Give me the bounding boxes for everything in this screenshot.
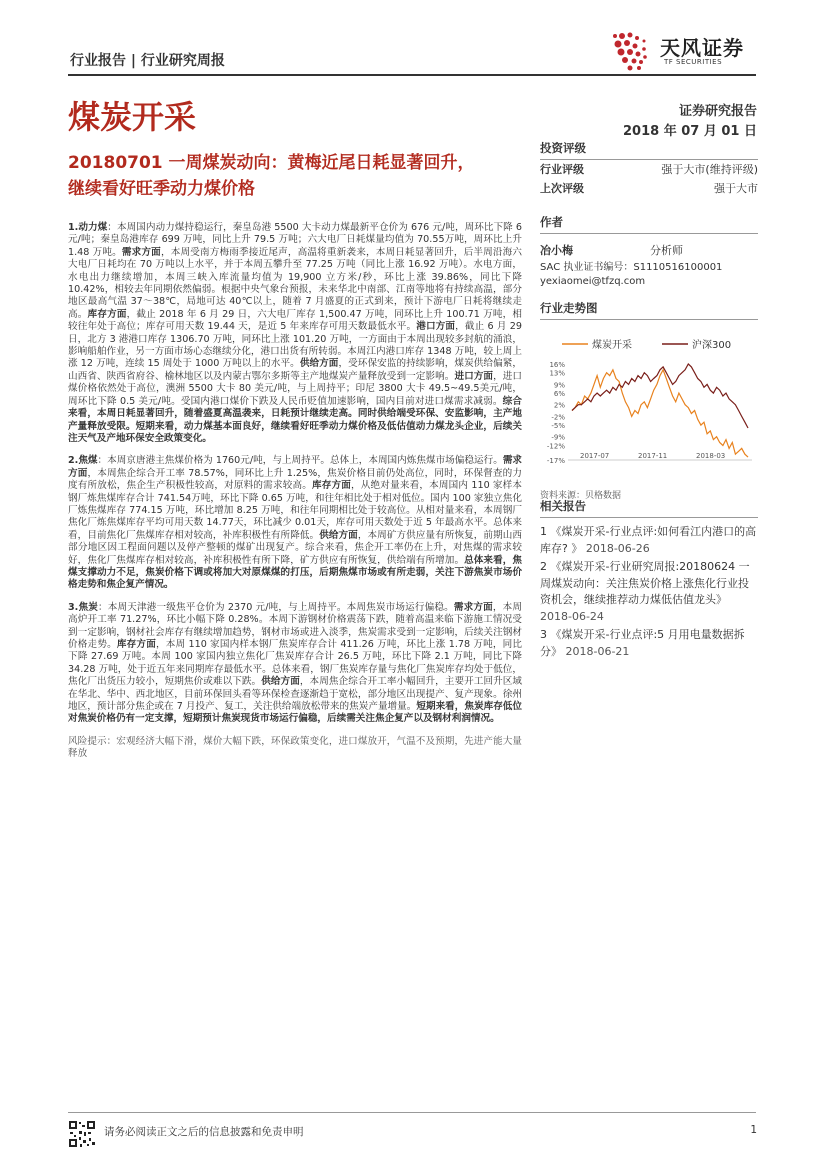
footer-divider: [68, 1112, 756, 1113]
sector-title: 煤炭开采: [68, 98, 197, 136]
text-run: 供给方面: [299, 358, 339, 370]
text-run: 供给方面: [261, 676, 300, 688]
footer-disclaimer: 请务必阅读正文之后的信息披露和免责申明: [104, 1126, 304, 1138]
title-line-1: 20180701 一周煤炭动向：黄梅近尾日耗显著回升，: [68, 153, 475, 173]
text-run: 短期来看，焦炭库存低位对焦炭价格仍有一定支撑，短期预计焦炭现货市场运行偏稳，后续需关注焦企复产以及钢材利润情况。: [68, 701, 523, 725]
x-tick-label: 2017-11: [638, 452, 668, 460]
rating-row: [540, 160, 758, 179]
para-coke: [68, 602, 522, 726]
text-run: 需求方面: [453, 601, 493, 613]
text-run: 总体来看，焦煤支撑动力不足，焦炭价格下调或将加大对原煤煤的打压，后期焦煤市场或有所走弱，关注下游焦炭市场价格走势和焦企复产情况。: [68, 554, 523, 591]
related-head: 相关报告: [540, 498, 758, 518]
y-tick-label: 2%: [553, 401, 565, 410]
y-tick-label: 16%: [549, 361, 565, 369]
related-date: 2018-06-21: [565, 644, 630, 658]
report-label: 证券研究报告: [678, 104, 757, 119]
text-run: ：本周京唐港主焦煤价格为 1760元/吨，与上周持平。总体上，本周国内炼焦煤市场偏稳运行。: [97, 455, 503, 467]
y-tick-label: 6%: [553, 390, 565, 399]
text-run: ，本周高炉开工率 71.27%，环比小幅下降 0.28%。本周下游钢材价格震荡下跌，随着高温来临下游施工情况受到一定影响，钢材社会库存有继续增加趋势，钢材市场或进入淡季，焦炭需求受到一定影响，后续关注钢材价格走势。: [68, 601, 523, 650]
related-title: 3 《煤炭开采-行业点评:5 月用电量数据拆分》: [540, 628, 745, 658]
industry-trend-chart: [540, 300, 758, 501]
text-run: 1.动力煤: [68, 222, 108, 233]
author-cert: SAC 执业证书编号：S1110516100001: [540, 262, 723, 273]
text-run: 需求方面: [121, 246, 161, 258]
related-report-item[interactable]: [540, 627, 758, 660]
trend-chart-svg: [540, 320, 758, 480]
text-run: ，本周焦企综合开工率小幅回升，主要开工回升区域在华北、华中、西北地区，目前环保回头看等环保检查逐渐趋于宽松，部分地区出现提产、复产现象。徐州地区，预计部分焦企或在 7 月投产、复工，关注供给端放松带来的焦炭产量增量。: [68, 676, 523, 713]
y-tick-label: -5%: [551, 422, 565, 431]
related-title: 2 《煤炭开采-行业研究周报:20180624 一周煤炭动向：关注焦炭价格上涨焦化行业投资机会，继续推荐动力煤低估值龙头》: [540, 560, 750, 606]
chart-source: 资料来源：贝格数据: [540, 491, 622, 501]
series-line-0: [572, 370, 748, 457]
summary-body: [68, 222, 522, 771]
y-tick-label: 13%: [549, 369, 565, 378]
page-number: 1: [750, 1124, 757, 1136]
text-run: 需求方面: [68, 455, 523, 479]
legend-label: 煤炭开采: [592, 340, 632, 351]
text-run: 2.焦煤: [68, 455, 98, 467]
text-run: ：本周天津港一级焦平仓价为 2370 元/吨，与上周持平。本周焦炭市场运行偏稳。: [97, 601, 454, 613]
text-run: ：本周国内动力煤持稳运行，秦皇岛港 5500 大卡动力煤最新平仓价为 676 元/吨，周环比下降 6 元/吨；秦皇岛港库存 699 万吨，同比上升 79.5 万吨；六大电厂日耗煤量均值为 70.55万吨，周环比上升 1.48 万吨。: [68, 222, 522, 258]
text-run: ，本周焦企综合开工率 78.57%，同环比上升 1.25%，焦炭价格目前仍处高位，同时，环保督查的力度有所放松，焦企生产积极性较高，对原料的需求较高。: [68, 467, 523, 492]
author-panel: [540, 214, 758, 289]
related-reports: [540, 498, 758, 660]
brand-subtitle: TF SECURITIES: [664, 58, 723, 66]
rating-key: 上次评级: [540, 182, 584, 195]
text-run: 进口方面: [454, 370, 494, 382]
text-run: 供给方面: [319, 529, 358, 541]
text-run: ，本周受南方梅雨季接近尾声，高温将重新袭来，本周日耗显著回升，后半周沿海六大电厂日耗均在 70 万吨以上水平，并于本周五攀升至 77.25 万吨（同比上涨 16.92 万吨）。水电方面，水电出力继续增加，本周三峡入库流量均值为 19,900 立方米/秒，环比上涨 39.86%，同比下降 10.42%，相较去年同期依然偏弱。根据中央气象台预报，未来华北中南部、江南等地将有持续高温，部分地区最高气温 37～38℃，局地可达 40℃以上，随着 7 月盛夏的正式到来，预计下游电厂日耗将继续走高。: [68, 246, 523, 320]
related-title: 1 《煤炭开采-行业点评:如何看江内港口的高库存? 》: [540, 525, 757, 555]
x-tick-label: 2017-07: [580, 452, 610, 460]
related-date: 2018-06-24: [540, 609, 604, 623]
text-run: ，本周矿方供应量有所恢复，前期山西部分地区因工程面问题以及停产整顿的煤矿出现复产。综合来看，焦企开工率仍在上升，对焦煤的需求较好，焦化厂焦煤库存相对较高，补库积极性有所下降，矿方供应有所恢复，供给端有所增加。: [68, 529, 523, 566]
author-email[interactable]: yexiaomei@tfzq.com: [540, 276, 646, 287]
text-run: 3.焦炭: [68, 601, 98, 613]
rating-row: [540, 179, 758, 198]
y-tick-label: 9%: [553, 381, 565, 390]
y-tick-label: -17%: [546, 457, 565, 465]
rating-head: 投资评级: [540, 140, 758, 160]
author-head: 作者: [540, 214, 758, 234]
chart-head: 行业走势图: [540, 300, 758, 320]
text-run: 库存方面: [87, 308, 127, 320]
brand-name: 天风证券: [660, 36, 744, 60]
series-line-1: [572, 364, 748, 428]
text-run: ，截止 2018 年 6 月 29 日，六大电厂库存 1,500.47 万吨，同环比上升 100.71 万吨，相较往年处于高位；库存可用天数 19.44 天，是近 5 年来库存可用天数最低水平。: [68, 308, 523, 333]
y-tick-label: -2%: [551, 413, 565, 422]
para-thermal-coal: [68, 222, 522, 445]
rating-panel: [540, 140, 758, 198]
qr-code-icon[interactable]: [68, 1120, 96, 1148]
risk-warning: 风险提示：宏观经济大幅下滑，煤价大幅下跌，环保政策变化，进口煤放开，气温不及预期，先进产能大量释放: [68, 735, 522, 760]
text-run: ，截止 6 月 29 日，北方 3 港港口库存 1306.70 万吨，同环比上涨 101.20 万吨，一方面由于本周出现较多封航的涌浪，影响船舶作业，另一方面市场心态继续分化，港口出货有所转弱。本周江内港口库存 1348 万吨，较上周上涨 12 万吨，连续 15 周处于 1000 万吨以上的水平。: [68, 321, 522, 370]
rating-key: 行业评级: [540, 163, 584, 176]
legend-label: 沪深300: [692, 340, 732, 351]
rating-value: 强于大市(维持评级): [661, 163, 758, 176]
title-line-2: 继续看好旺季动力煤价格: [68, 179, 255, 199]
text-run: 库存方面: [311, 480, 352, 492]
top-divider: [68, 74, 756, 76]
y-tick-label: -12%: [546, 442, 565, 451]
related-report-item[interactable]: [540, 524, 758, 557]
text-run: 综合来看，本周日耗显著回升，随着盛夏高温袭来，日耗预计继续走高。同时供给端受环保、安监影响，主产地产量释放受限。短期来看，动力煤基本面良好，继续看好旺季动力煤价格及低估值动力煤龙头企业，后续关注天气及产地环保安全政策变化。: [68, 395, 523, 444]
rating-value: 强于大市: [714, 182, 758, 195]
related-date: 2018-06-26: [585, 541, 650, 555]
author-role: 分析师: [650, 244, 683, 257]
text-run: 库存方面: [116, 639, 156, 650]
report-title: [68, 150, 518, 202]
report-type: 行业报告 | 行业研究周报: [70, 53, 225, 69]
related-report-item[interactable]: [540, 559, 758, 625]
author-name: 冶小梅: [540, 244, 573, 257]
text-run: ，进口煤价格依然处于高位，澳洲 5500 大卡 80 美元/吨，与上周持平；印尼 3800 大卡 49.5~49.5美元/吨，周环比下降 0.5 美元/吨。受国内港口煤价下跌及人民币贬值加速影响，国内目前对进口煤需求减弱。: [68, 370, 523, 407]
y-tick-label: -9%: [551, 433, 565, 442]
report-date: 2018 年 07 月 01 日: [623, 124, 757, 139]
text-run: ，本周 110 家国内样本钢厂焦炭库存合计 411.26 万吨，环比上涨 1.78 万吨，同比下降 27.69 万吨。本周 100 家国内独立焦化厂焦炭库存合计 26.5 万吨，环比下降 2.1 万吨，同比下降 34.28 万吨，处于近五年来同期库存最低水平。总体来看，钢厂焦炭库存量与焦化厂焦炭库存均处于低位，焦化厂出货压力较小，短期焦价或难以下跌。: [68, 639, 523, 688]
text-run: 港口方面: [416, 321, 456, 333]
para-coking-coal: [68, 455, 522, 591]
x-tick-label: 2018-03: [696, 452, 726, 460]
text-run: ，受环保安监的持续影响，煤炭供给偏紧，山西省、陕西省府谷、榆林地区以及内蒙古鄂尔多斯等主产地煤炭产量释放受到一定影响。: [68, 358, 522, 382]
text-run: ，从绝对量来看，本周国内 110 家样本钢厂炼焦煤库存合计 741.54万吨，环比下降 0.65 万吨，和往年相比处于相对低位。国内 100 家独立焦化厂炼焦煤库存 774.15 万吨，环比增加 8.25 万吨，和往年同期相比处于较高位。从相对量来看，本周钢厂焦化厂炼焦煤库存平均可用天数 14.77天，环比减少 0.01天，库存可用天数处于近 5 年最高水平。总体来看，目前焦化厂焦煤库存相对较高，补库积极性有所降低。: [68, 480, 522, 541]
